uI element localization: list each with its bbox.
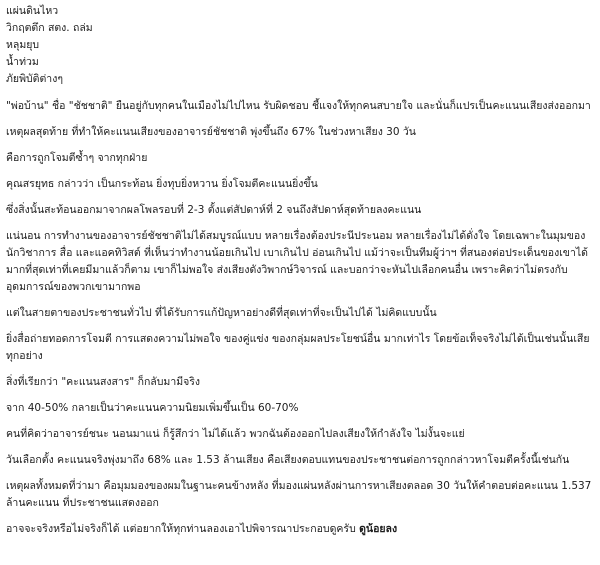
paragraph: คนที่คิดว่าอาจารย์ชนะ นอนมาแน่ ก็รู้สึกว่า ไม่ได้แล้ว พวกฉันต้องออกไปลงเสียงให้กำลังใจ ไม่งั้นจะแย่ — [6, 428, 465, 440]
list-item: ภัยพิบัติต่างๆ — [6, 73, 63, 85]
paragraph: คือการถูกโจมตีซ้ำๆ จากทุกฝ่าย — [6, 152, 148, 164]
list-item: น้ำท่วม — [6, 56, 39, 68]
paragraph: แน่นอน การทำงานของอาจารย์ชัชชาติไม่ได้สมบูรณ์แบบ หลายเรื่องต้องประนีประนอม หลายเรื่องไม่ได้ดั่งใจ โดยเฉพาะในมุมของนักวิชาการ สื่อ และแอคทิวิสต์ ที่เห็นว่าทำงานน้อยเกินไป เบาเกินไป อ่อนเกินไป แม้ว่าจะเป็นทีมผู้ว่าฯ ที่สนองต่อประเด็นของเขาได้มากที่สุดเท่าที่เคยมีมาแล้วก็ตาม เขาก็ไม่พอใจ ส่งเสียงดังวิพากษ์วิจารณ์ และบอกว่าจะหันไปเลือกคนอื่น เพราะคิดว่าไม่ตรงกับอุดมการณ์ของพวกเขามากพอ — [6, 230, 588, 293]
closing-paragraph — [6, 521, 594, 538]
list-item: หลุมยุบ — [6, 39, 40, 51]
paragraph: แต่ในสายตาของประชาชนทั่วไป ที่ได้รับการแก้ปัญหาอย่างดีที่สุดเท่าที่จะเป็นไปได้ ไม่คิดแบบนั้น — [6, 307, 437, 319]
disaster-list — [6, 3, 594, 88]
paragraph: สิ่งที่เรียกว่า "คะแนนสงสาร" ก็กลับมามีจริง — [6, 376, 201, 388]
paragraph: คุณสรยุทธ กล่าวว่า เป็นกระท้อน ยิ่งทุบยิ่งหวาน ยิ่งโจมตีคะแนนยิ่งขึ้น — [6, 178, 318, 190]
paragraph: เหตุผลทั้งหมดที่ว่ามา คือมุมมองของผมในฐานะคนข้างหลัง ที่มองแผ่นหลังผ่านการหาเสียงตลอด 30 วันให้คำตอบต่อคะแนน 1.537 ล้านคะแนน ที่ประชาชนแสดงออก — [6, 480, 592, 509]
closing-text: อาจจะจริงหรือไม่จริงก็ได้ แต่อยากให้ทุกท่านลองเอาไปพิจารณาประกอบดูครับ — [6, 523, 360, 535]
list-item: วิกฤตตึก สตง. ถล่ม — [6, 22, 93, 34]
list-item: แผ่นดินไหว — [6, 5, 59, 17]
paragraph: "พ่อบ้าน" ชื่อ "ชัชชาติ" ยืนอยู่กับทุกคนในเมืองไม่ไปไหน รับผิดชอบ ชี้แจงให้ทุกคนสบายใจ และนั่นก็แปรเป็นคะแนนเสียงส่งออกมา — [6, 100, 591, 112]
see-less-link[interactable]: ดูน้อยลง — [359, 523, 398, 535]
paragraph: จาก 40-50% กลายเป็นว่าคะแนนความนิยมเพิ่มขึ้นเป็น 60-70% — [6, 402, 299, 414]
paragraph: เหตุผลสุดท้าย ที่ทำให้คะแนนเสียงของอาจารย์ชัชชาติ พุ่งขึ้นถึง 67% ในช่วงหาเสียง 30 วัน — [6, 126, 416, 138]
paragraph: ซึ่งสิ่งนั้นสะท้อนออกมาจากผลโพลรอบที่ 2-3 ตั้งแต่สัปดาห์ที่ 2 จนถึงสัปดาห์สุดท้ายลงคะแนน — [6, 204, 422, 216]
paragraph: ยิ่งสื่อถ่ายทอดการโจมตี การแสดงความไม่พอใจ ของคู่แข่ง ของกลุ่มผลประโยชน์อื่น มากเท่าไร โดยข้อเท็จจริงไม่ได้เป็นเช่นนั้นเสียทุกอย่าง — [6, 333, 590, 362]
paragraph: วันเลือกตั้ง คะแนนจริงพุ่งมาถึง 68% และ 1.53 ล้านเสียง คือเสียงตอบแทนของประชาชนต่อการถูกกล่าวหาโจมตีครั้งนี้เช่นกัน — [6, 454, 570, 466]
